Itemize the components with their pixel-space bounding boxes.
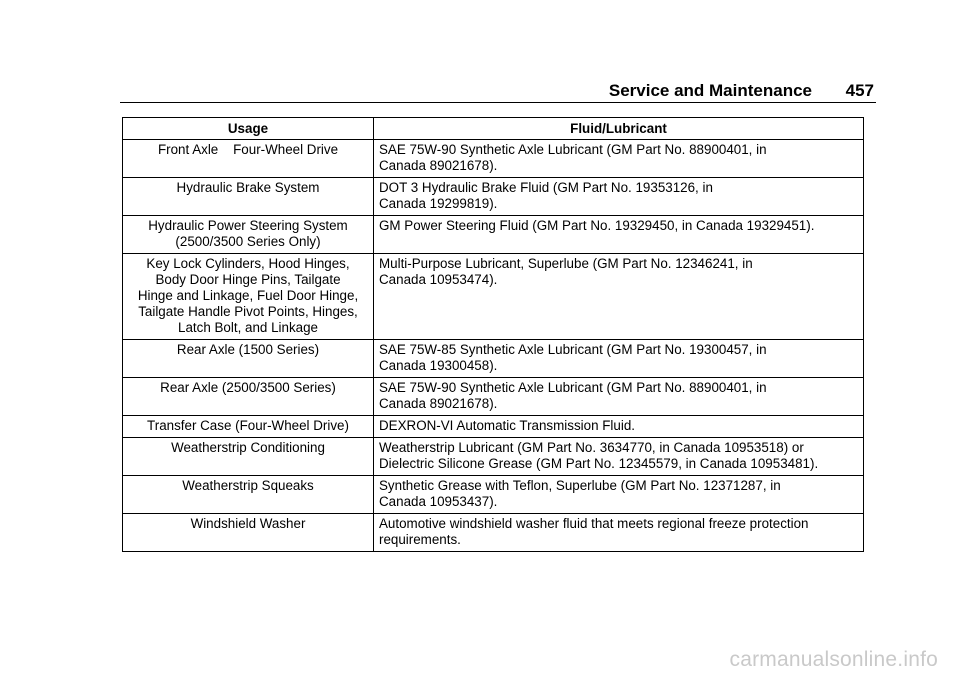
usage-text: Rear Axle (2500/3500 Series) [160,380,336,395]
column-header-usage: Usage [123,118,374,140]
table-header-row [123,118,864,140]
page-header [120,80,876,103]
usage-text: Rear Axle (1500 Series) [176,342,320,357]
column-header-fluid: Fluid/Lubricant [374,118,864,140]
fluid-text: Canada 89021678). [379,158,498,173]
fluid-cell [374,416,864,438]
fluid-text: Canada 89021678). [379,396,498,411]
usage-text: Hinge and Linkage, Fuel Door Hinge, [137,288,359,303]
usage-text: Windshield Washer [190,516,306,531]
site-watermark: carmanualsonline.info [729,648,938,671]
usage-text: Weatherstrip Squeaks [182,478,314,493]
usage-cell [123,416,374,438]
fluid-text: SAE 75W-85 Synthetic Axle Lubricant (GM Part No. 19300457, in [379,342,767,357]
table-row [123,416,864,438]
fluid-text: DEXRON-VI Automatic Transmission Fluid. [379,418,635,433]
usage-cell [123,254,374,340]
page-number: 457 [845,81,874,100]
usage-text: Latch Bolt, and Linkage [178,320,318,335]
fluid-text: requirements. [379,532,461,547]
fluid-text: Weatherstrip Lubricant (GM Part No. 3634770, in Canada 10953518) or [379,440,804,455]
usage-cell [123,476,374,514]
fluid-text: Canada 19300458). [379,358,498,373]
usage-cell [123,378,374,416]
usage-cell [123,216,374,254]
usage-cell [123,340,374,378]
fluid-cell [374,140,864,178]
fluid-text: Canada 10953474). [379,272,498,287]
usage-text: Hydraulic Power Steering System [148,218,348,233]
usage-cell [123,514,374,552]
table-row [123,178,864,216]
fluid-cell [374,178,864,216]
table-row [123,476,864,514]
table-row [123,340,864,378]
fluid-text: SAE 75W-90 Synthetic Axle Lubricant (GM Part No. 88900401, in [379,142,767,157]
table-row [123,140,864,178]
fluids-lubricants-table [122,117,864,552]
usage-text: Weatherstrip Conditioning [171,440,325,455]
fluid-cell [374,216,864,254]
fluid-cell [374,514,864,552]
fluid-text: Multi-Purpose Lubricant, Superlube (GM Part No. 12346241, in [379,256,753,271]
fluid-text: Canada 19299819). [379,196,498,211]
usage-text: Hydraulic Brake System [176,180,320,195]
usage-text: Tailgate Handle Pivot Points, Hinges, [138,304,358,319]
fluid-text: Synthetic Grease with Teflon, Superlube (GM Part No. 12371287, in [379,478,781,493]
fluid-cell [374,378,864,416]
table-row [123,514,864,552]
fluid-text: SAE 75W-90 Synthetic Axle Lubricant (GM Part No. 88900401, in [379,380,767,395]
fluid-cell [374,254,864,340]
fluid-text: Canada 10953437). [379,494,498,509]
table-row [123,216,864,254]
usage-text: Body Door Hinge Pins, Tailgate [155,272,341,287]
table-row [123,254,864,340]
fluid-cell [374,476,864,514]
usage-cell [123,140,374,178]
fluid-cell [374,340,864,378]
usage-text: Key Lock Cylinders, Hood Hinges, [146,256,350,271]
fluid-cell [374,438,864,476]
usage-cell [123,178,374,216]
usage-text: (2500/3500 Series Only) [175,234,321,249]
section-title: Service and Maintenance [608,81,812,100]
fluid-text: DOT 3 Hydraulic Brake Fluid (GM Part No. 19353126, in [379,180,713,195]
usage-cell [123,438,374,476]
usage-text: Front Axle Four-Wheel Drive [157,142,339,157]
usage-text: Transfer Case (Four-Wheel Drive) [147,418,349,433]
table-row [123,438,864,476]
table-row [123,378,864,416]
fluid-text: Automotive windshield washer fluid that meets regional freeze protection [379,516,809,531]
fluid-text: Dielectric Silicone Grease (GM Part No. 12345579, in Canada 10953481). [379,456,819,471]
fluid-text: GM Power Steering Fluid (GM Part No. 19329450, in Canada 19329451). [379,218,815,233]
